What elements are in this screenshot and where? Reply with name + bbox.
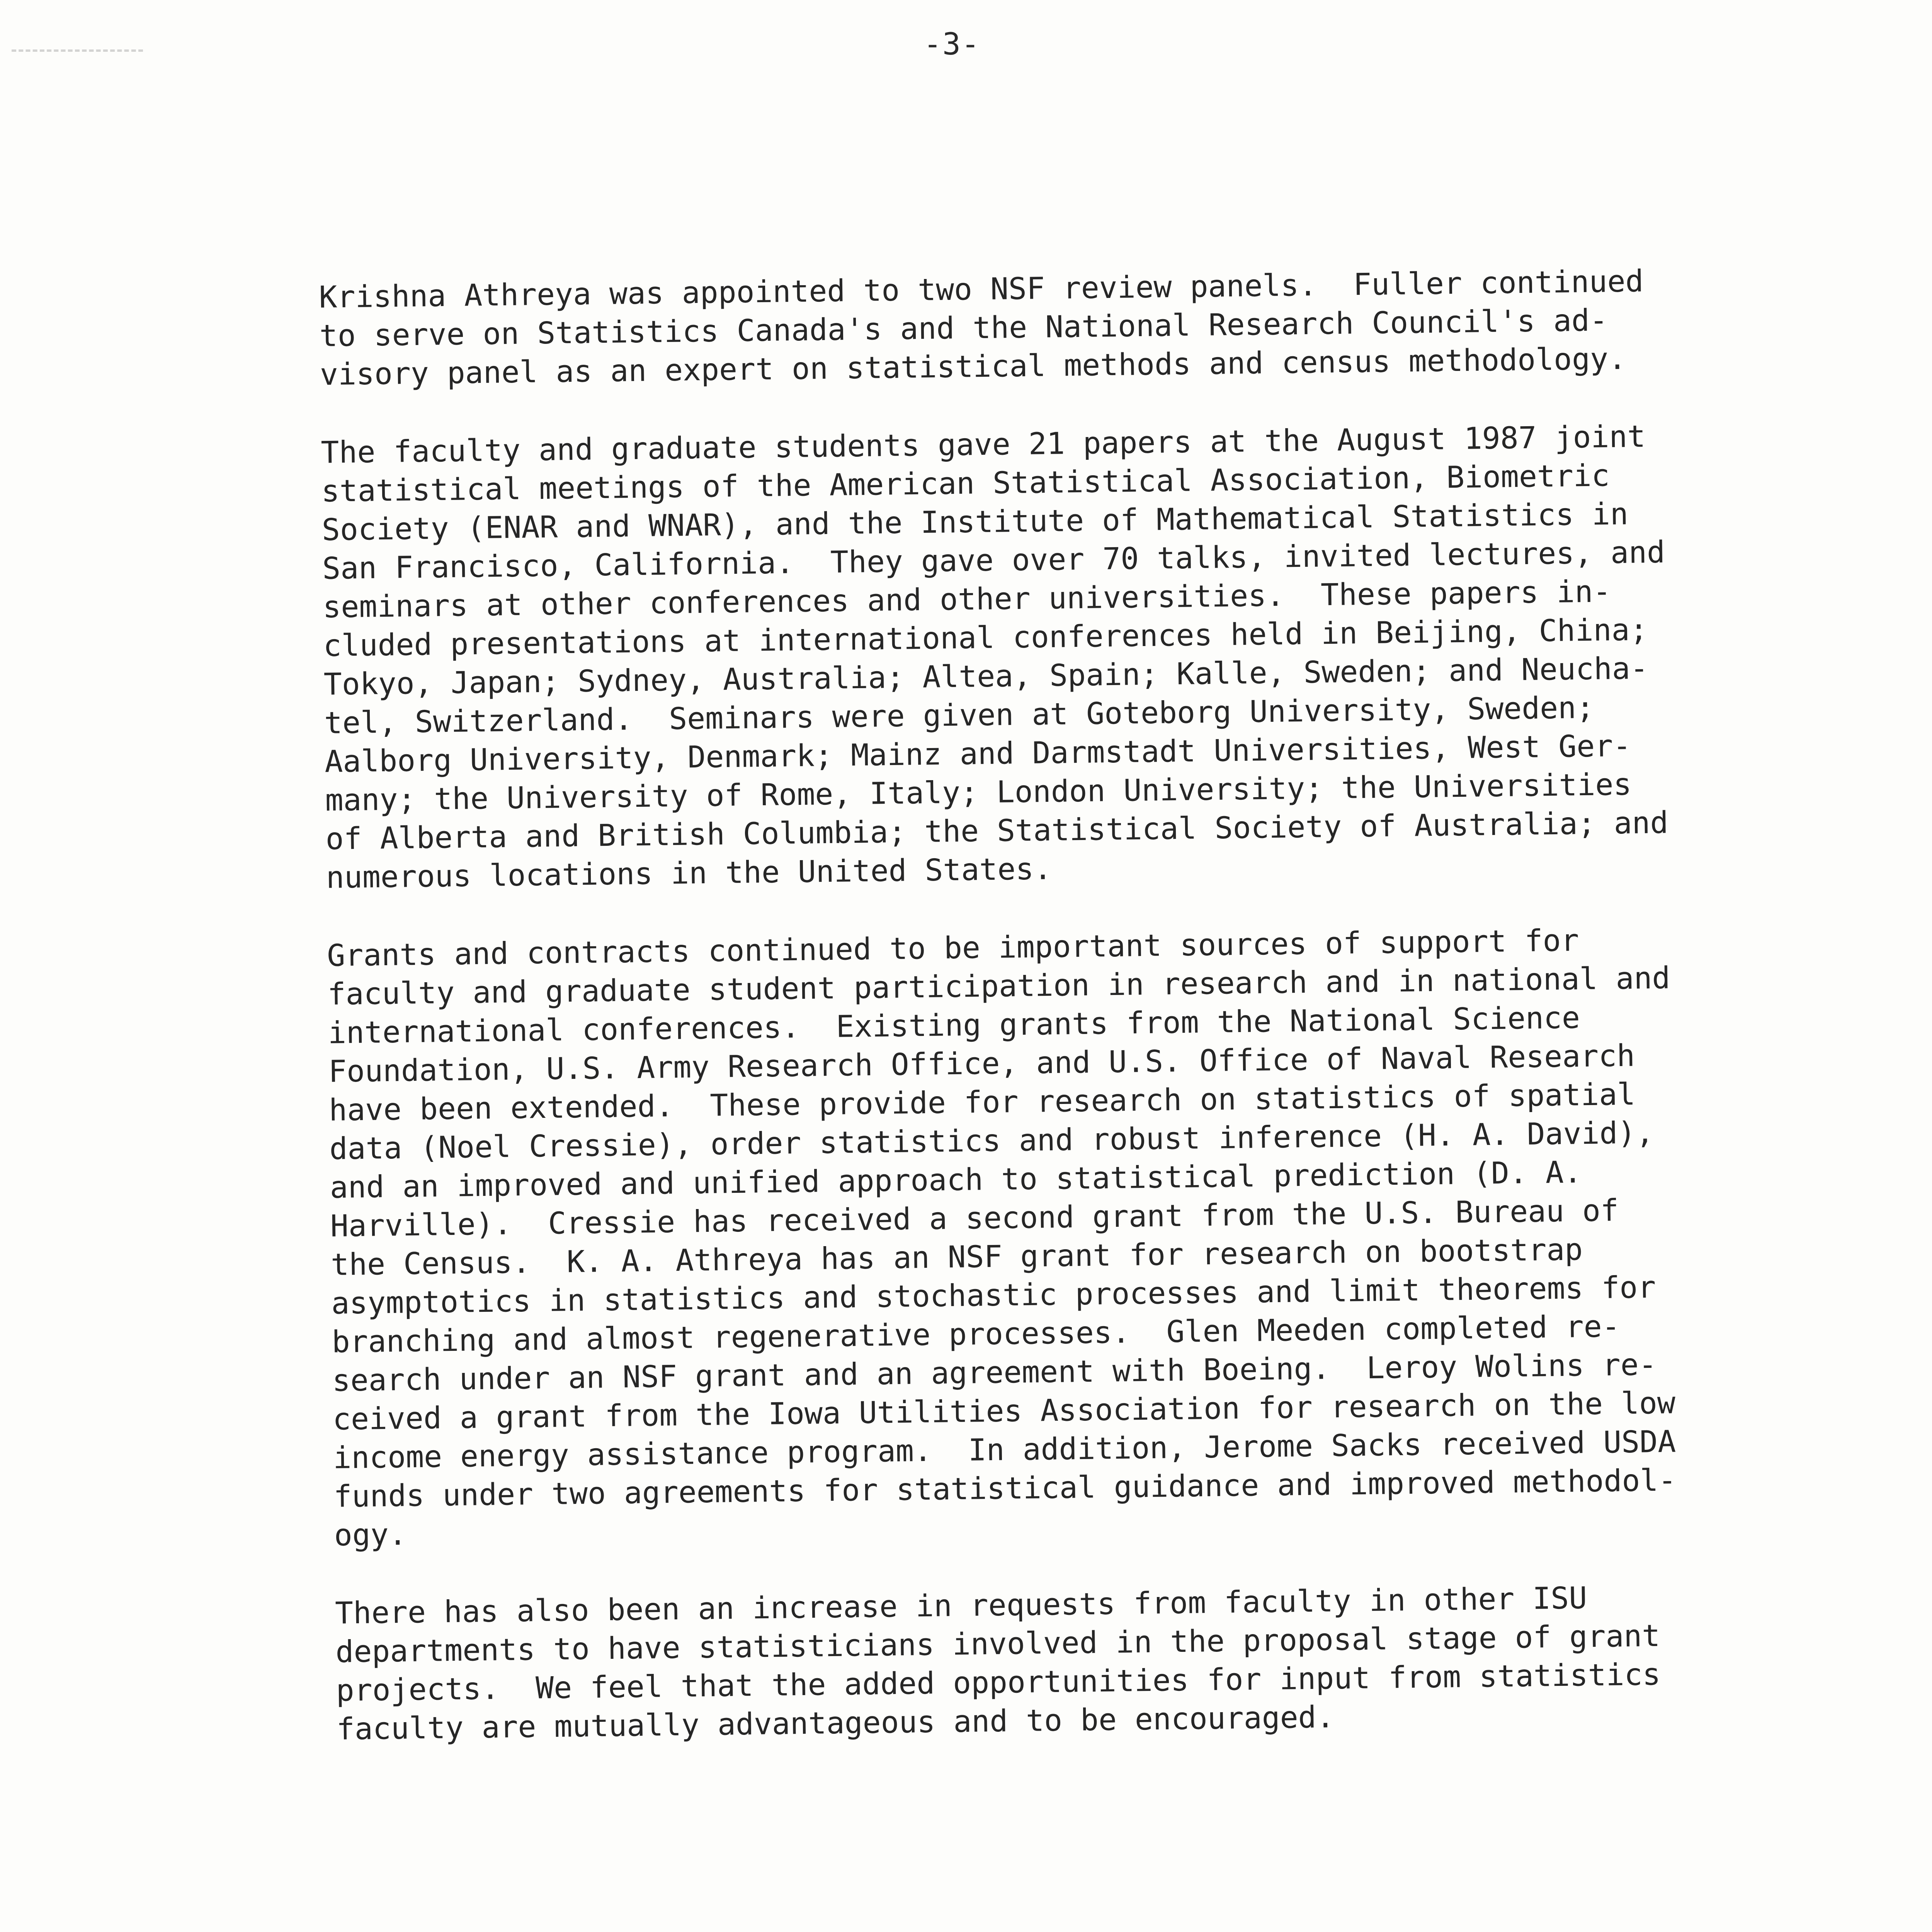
text-line: faculty are mutually advantageous and to be encouraged. <box>336 1700 1335 1747</box>
text-line: the Census. K. A. Athreya has an NSF grant for research on bootstrap <box>330 1232 1583 1282</box>
body-text <box>319 260 1786 1788</box>
text-line: income energy assistance program. In addition, Jerome Sacks received USDA <box>333 1424 1676 1476</box>
text-line: cluded presentations at international conferences held in Beijing, China; <box>323 612 1648 663</box>
paragraph-nsf-panels <box>319 260 1769 394</box>
page-number: -3- <box>923 27 980 62</box>
text-line: projects. We feel that the added opportunities for input from statistics <box>336 1657 1661 1708</box>
paragraph-papers-and-seminars <box>321 416 1775 897</box>
text-line: The faculty and graduate students gave 21 papers at the August 1987 joint <box>320 419 1646 470</box>
text-line: of Alberta and British Columbia; the Statistical Society of Australia; and <box>325 805 1669 857</box>
text-line: funds under two agreements for statistical guidance and improved methodol- <box>333 1463 1677 1514</box>
text-line: ogy. <box>334 1517 407 1553</box>
text-line: numerous locations in the United States. <box>326 851 1052 895</box>
text-line: international conferences. Existing grants from the National Science <box>328 1000 1580 1051</box>
text-line: Aalborg University, Denmark; Mainz and Darmstadt Universities, West Ger- <box>324 728 1631 779</box>
text-line: Harville). Cressie has received a second grant from the U.S. Bureau of <box>330 1193 1619 1244</box>
text-line: and an improved and unified approach to statistical prediction (D. A. <box>330 1155 1582 1205</box>
text-line: departments to have statisticians involved in the proposal stage of grant <box>335 1618 1660 1670</box>
text-line: have been extended. These provide for research on statistics of spatial <box>328 1077 1636 1128</box>
text-line: many; the University of Rome, Italy; London University; the Universities <box>325 767 1632 818</box>
text-line: visory panel as an expert on statistical methods and census methodology. <box>320 341 1627 392</box>
paragraph-isu-requests <box>335 1577 1786 1749</box>
scan-artifact-mark <box>12 49 143 52</box>
text-line: data (Noel Cressie), order statistics and robust inference (H. A. David), <box>329 1115 1654 1167</box>
text-line: statistical meetings of the American Statistical Association, Biometric <box>321 458 1610 509</box>
text-line: Grants and contracts continued to be important sources of support for <box>327 923 1579 973</box>
text-line: Krishna Athreya was appointed to two NSF review panels. Fuller continued <box>319 264 1644 315</box>
text-line: Society (ENAR and WNAR), and the Institute of Mathematical Statistics in <box>321 497 1629 548</box>
text-line: ceived a grant from the Iowa Utilities Association for research on the low <box>332 1386 1676 1437</box>
text-line: branching and almost regenerative processes. Glen Meeden completed re- <box>332 1309 1621 1360</box>
text-line: Tokyo, Japan; Sydney, Australia; Altea, Spain; Kalle, Sweden; and Neucha- <box>323 651 1649 702</box>
text-line: Foundation, U.S. Army Research Office, and U.S. Office of Naval Research <box>328 1038 1635 1089</box>
text-line: faculty and graduate student participation in research and in national and <box>327 961 1670 1012</box>
paragraph-grants-and-contracts <box>327 919 1783 1555</box>
text-line: asymptotics in statistics and stochastic processes and limit theorems for <box>331 1270 1656 1321</box>
text-line: tel, Switzerland. Seminars were given at Goteborg University, Sweden; <box>324 690 1595 741</box>
text-line: search under an NSF grant and an agreement with Boeing. Leroy Wolins re- <box>332 1347 1657 1398</box>
text-line: There has also been an increase in requests from faculty in other ISU <box>335 1581 1587 1631</box>
text-line: to serve on Statistics Canada's and the National Research Council's ad- <box>319 303 1608 354</box>
text-line: San Francisco, California. They gave over 70 talks, invited lectures, and <box>322 535 1665 586</box>
text-line: seminars at other conferences and other universities. These papers in- <box>322 574 1611 625</box>
